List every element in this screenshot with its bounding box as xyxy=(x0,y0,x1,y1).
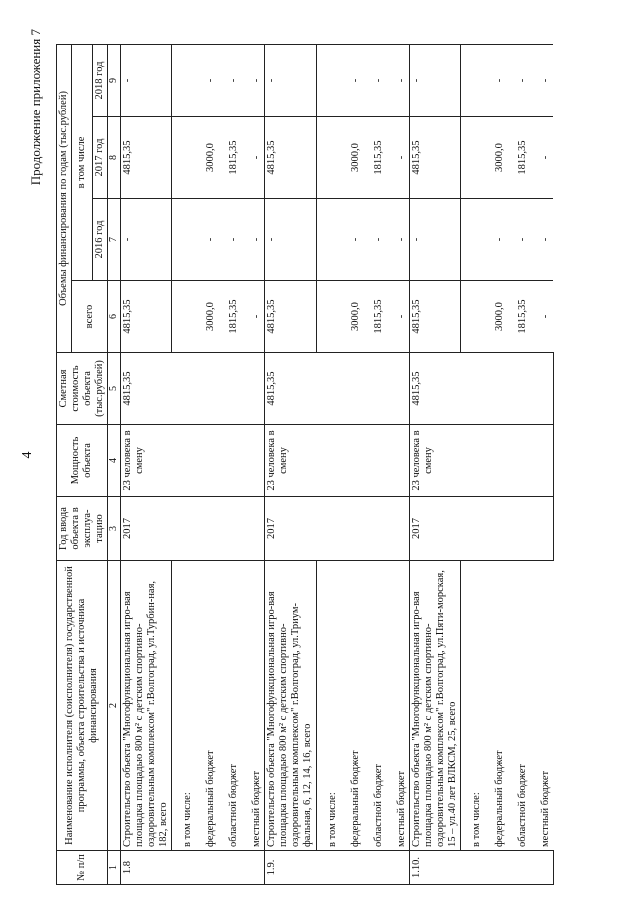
source-2018: - xyxy=(218,44,241,116)
estimated-cost: 4815,35 xyxy=(120,353,265,425)
row-number: 1.8 xyxy=(120,851,265,885)
row-number: 1.9. xyxy=(265,851,410,885)
source-2017 xyxy=(172,117,196,199)
source-2016: - xyxy=(386,199,410,281)
header-total: всего xyxy=(72,281,108,353)
funding-source-label: федеральный бюджет xyxy=(484,561,507,851)
header-capacity: Мощность объекта xyxy=(57,425,108,497)
source-2017: 3000,0 xyxy=(484,117,507,199)
table-row xyxy=(120,44,171,884)
funding-source-label: в том числе: xyxy=(461,561,485,851)
header-cost: Сметная стоимость объекта (тыс.рублей) xyxy=(57,353,108,425)
financing-2018: - xyxy=(265,44,316,116)
header-2018: 2018 год xyxy=(93,44,108,116)
funding-source-label: федеральный бюджет xyxy=(340,561,363,851)
funding-source-label: федеральный бюджет xyxy=(195,561,218,851)
column-number: 7 xyxy=(108,199,121,281)
source-total xyxy=(461,281,485,353)
column-number: 3 xyxy=(108,497,121,561)
funding-source-label: местный бюджет xyxy=(386,561,410,851)
column-number: 1 xyxy=(108,851,121,885)
page-number: 4 xyxy=(20,451,35,459)
object-name: Строительство объекта "Многофункциональная игро-вая площадка площадью 800 м² с детским спортивно-оздоровительным комплексом" г.Волгоград, ул.Пяти-морская, 15 – ул.40 лет ВЛКСМ, 25, всего xyxy=(409,561,460,851)
column-number: 8 xyxy=(108,117,121,199)
financing-2016: - xyxy=(409,199,460,281)
source-2017: - xyxy=(386,117,410,199)
source-2017: 1815,35 xyxy=(218,117,241,199)
column-number: 4 xyxy=(108,425,121,497)
financing-2018: - xyxy=(409,44,460,116)
source-total xyxy=(316,281,340,353)
column-number: 6 xyxy=(108,281,121,353)
source-total: - xyxy=(530,281,553,353)
table-row xyxy=(409,44,460,884)
column-number: 9 xyxy=(108,44,121,116)
object-capacity: 23 человека в смену xyxy=(120,425,265,497)
column-numbers-row xyxy=(108,44,121,884)
source-total: 3000,0 xyxy=(484,281,507,353)
funding-source-label: в том числе: xyxy=(316,561,340,851)
commissioning-year: 2017 xyxy=(120,497,265,561)
financing-2017: 4815,35 xyxy=(409,117,460,199)
funding-source-label: областной бюджет xyxy=(507,561,530,851)
source-2017 xyxy=(461,117,485,199)
source-2016: - xyxy=(507,199,530,281)
financing-2017: 4815,35 xyxy=(265,117,316,199)
object-name: Строительство объекта "Многофункциональная игро-вая площадка площадью 800 м² с детским спортивно-оздоровительным комплексом" г.Волгоград, ул.Триум-фальная, 6, 12, 14, 16, всего xyxy=(265,561,316,851)
source-2017: 1815,35 xyxy=(363,117,386,199)
funding-source-label: местный бюджет xyxy=(241,561,265,851)
source-2016: - xyxy=(340,199,363,281)
financing-2016: - xyxy=(120,199,171,281)
source-2017: - xyxy=(241,117,265,199)
rotated-content xyxy=(20,25,620,885)
financing-total: 4815,35 xyxy=(265,281,316,353)
source-2018: - xyxy=(363,44,386,116)
source-2016: - xyxy=(241,199,265,281)
source-2018: - xyxy=(195,44,218,116)
source-total: 1815,35 xyxy=(218,281,241,353)
funding-source-label: в том числе: xyxy=(172,561,196,851)
commissioning-year: 2017 xyxy=(265,497,410,561)
source-2018: - xyxy=(386,44,410,116)
source-total: 1815,35 xyxy=(363,281,386,353)
financing-2016: - xyxy=(265,199,316,281)
source-total: 3000,0 xyxy=(340,281,363,353)
source-2017 xyxy=(316,117,340,199)
column-number: 2 xyxy=(108,561,121,851)
financing-total: 4815,35 xyxy=(120,281,171,353)
commissioning-year: 2017 xyxy=(409,497,553,561)
column-number: 5 xyxy=(108,353,121,425)
source-2018 xyxy=(316,44,340,116)
funding-source-label: местный бюджет xyxy=(530,561,553,851)
source-2017: - xyxy=(530,117,553,199)
source-2016 xyxy=(172,199,196,281)
source-2018: - xyxy=(507,44,530,116)
source-2017: 3000,0 xyxy=(340,117,363,199)
source-2017: 3000,0 xyxy=(195,117,218,199)
continuation-caption: Продолжение приложения 7 xyxy=(28,29,43,186)
object-capacity: 23 человека в смену xyxy=(409,425,553,497)
source-total xyxy=(172,281,196,353)
source-total: - xyxy=(241,281,265,353)
header-financing-group: Объемы финансирования по годам (тыс.рублей) xyxy=(57,44,72,352)
object-capacity: 23 человека в смену xyxy=(265,425,410,497)
object-name: Строительство объекта "Многофункциональная игро-вая площадка площадью 800 м² с детским спортивно-оздоровительным комплексом" г.Волгоград, ул.Турбин-ная, 182, всего xyxy=(120,561,171,851)
funding-source-label: областной бюджет xyxy=(363,561,386,851)
source-2016 xyxy=(316,199,340,281)
financing-table xyxy=(56,44,554,885)
estimated-cost: 4815,35 xyxy=(409,353,553,425)
source-2016: - xyxy=(195,199,218,281)
header-2017: 2017 год xyxy=(93,117,108,199)
financing-2018: - xyxy=(120,44,171,116)
row-number: 1.10. xyxy=(409,851,553,885)
header-num: № п/п xyxy=(57,851,108,885)
source-2018 xyxy=(461,44,485,116)
estimated-cost: 4815,35 xyxy=(265,353,410,425)
header-including: в том числе xyxy=(72,44,93,280)
source-total: 1815,35 xyxy=(507,281,530,353)
funding-source-label: областной бюджет xyxy=(218,561,241,851)
table-row xyxy=(265,44,316,884)
source-2016: - xyxy=(530,199,553,281)
header-year: Год ввода объекта в эксплуа-тацию xyxy=(57,497,108,561)
source-2016: - xyxy=(218,199,241,281)
header-name: Наименование исполнителя (соисполнителя) государственной программы, объекта строительства и источника финансирования xyxy=(57,561,108,851)
source-2016: - xyxy=(363,199,386,281)
source-2017: 1815,35 xyxy=(507,117,530,199)
source-2018: - xyxy=(484,44,507,116)
financing-2017: 4815,35 xyxy=(120,117,171,199)
source-2018: - xyxy=(530,44,553,116)
source-2018: - xyxy=(241,44,265,116)
source-total: - xyxy=(386,281,410,353)
source-2016: - xyxy=(484,199,507,281)
source-2018 xyxy=(172,44,196,116)
financing-total: 4815,35 xyxy=(409,281,460,353)
source-2016 xyxy=(461,199,485,281)
header-2016: 2016 год xyxy=(93,199,108,281)
source-2018: - xyxy=(340,44,363,116)
source-total: 3000,0 xyxy=(195,281,218,353)
